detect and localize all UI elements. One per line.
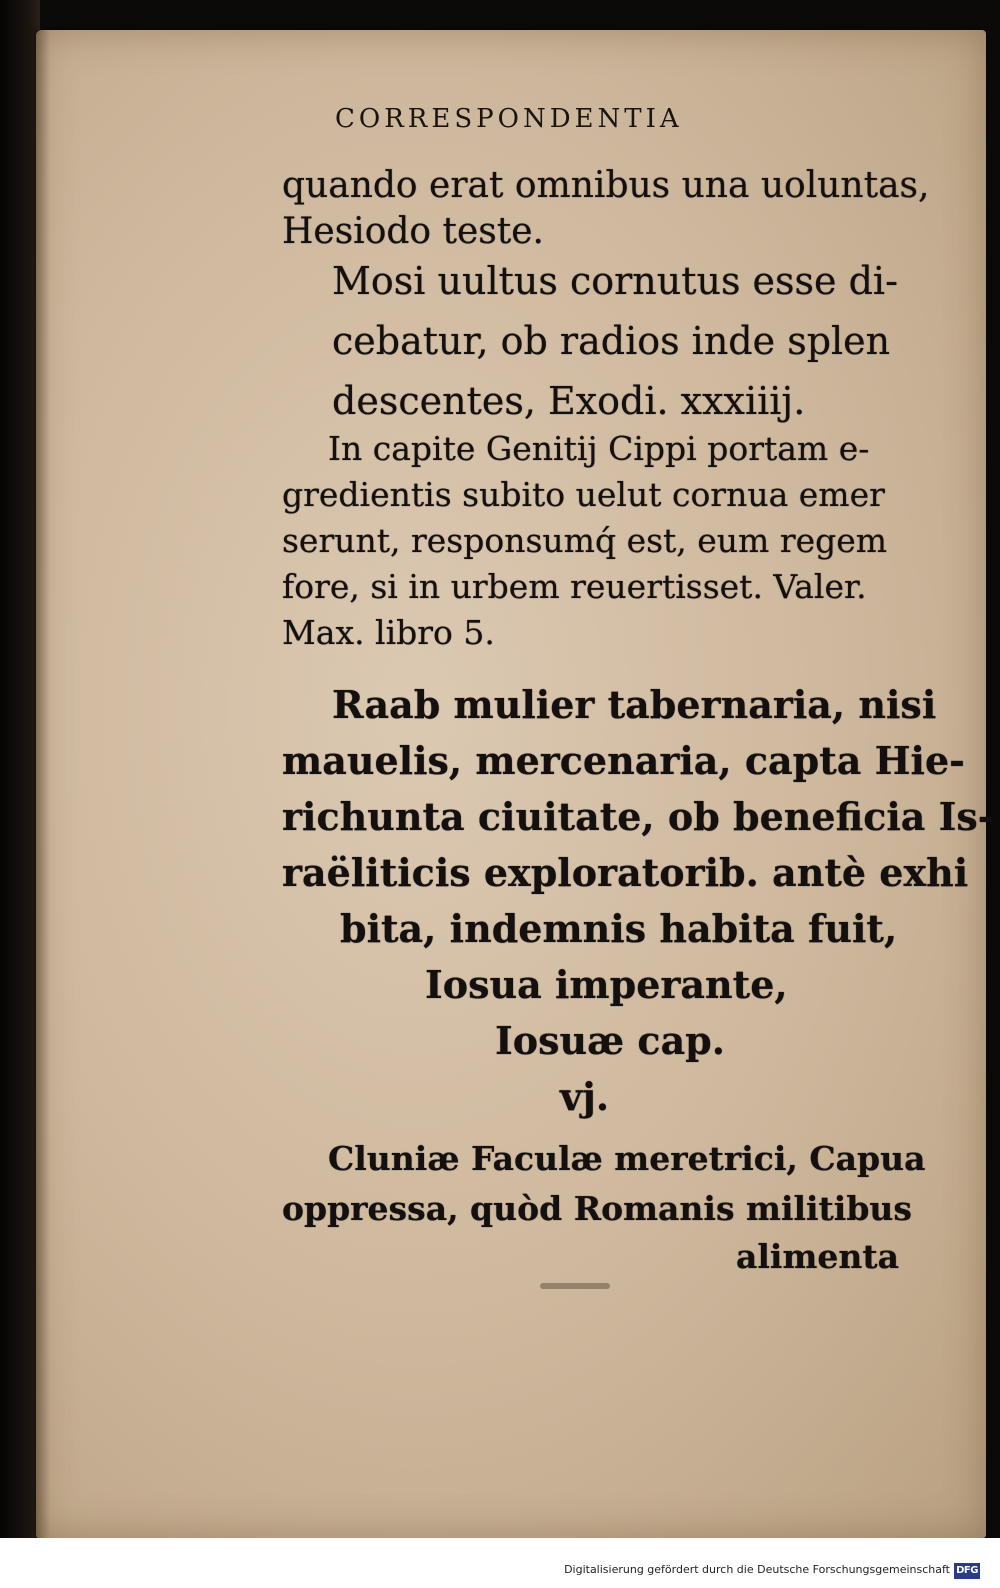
text-line: oppressa, quòd Romanis militibus [282,1189,912,1228]
text-line: Raab mulier tabernaria, nisi [332,682,937,727]
footer-strip [0,1538,1000,1588]
text-line: bita, indemnis habita fuit, [340,906,898,951]
text-line: serunt, responsumq́ est, eum regem [282,521,888,560]
text-line: quando erat omnibus una uoluntas, [282,165,930,206]
ink-smudge [540,1283,610,1289]
text-line: Mosi uultus cornutus esse di- [332,259,898,303]
text-line: gredientis subito uelut cornua emer [282,475,885,514]
text-line: cebatur, ob radios inde splen [332,319,891,363]
page-gutter-shadow [36,30,50,1538]
book-page [36,30,986,1538]
text-line: Cluniæ Faculæ meretrici, Capua [328,1139,926,1178]
text-line: Max. libro 5. [282,613,495,652]
text-line: Hesiodo teste. [282,211,544,252]
running-head: CORRESPONDENTIA [335,104,683,134]
text-line: descentes, Exodi. xxxiiij. [332,379,806,423]
footer-credit: Digitalisierung gefördert durch die Deutsche Forschungsgemeinschaft [564,1563,950,1576]
catchword: alimenta [736,1237,899,1276]
text-line: Iosua imperante, [425,962,788,1007]
text-line: mauelis, mercenaria, capta Hie- [282,738,965,783]
text-line: fore, si in urbem reuertisset. Valer. [282,567,867,606]
scan-backdrop [0,0,40,1588]
dfg-logo: DFG [954,1563,980,1579]
text-line: Iosuæ cap. [495,1018,725,1063]
text-line: In capite Genitij Cippi portam e- [328,429,870,468]
text-line: vj. [560,1074,610,1119]
text-line: raëliticis exploratorib. antè exhi [282,850,969,895]
text-line: richunta ciuitate, ob beneficia Is- [282,794,994,839]
